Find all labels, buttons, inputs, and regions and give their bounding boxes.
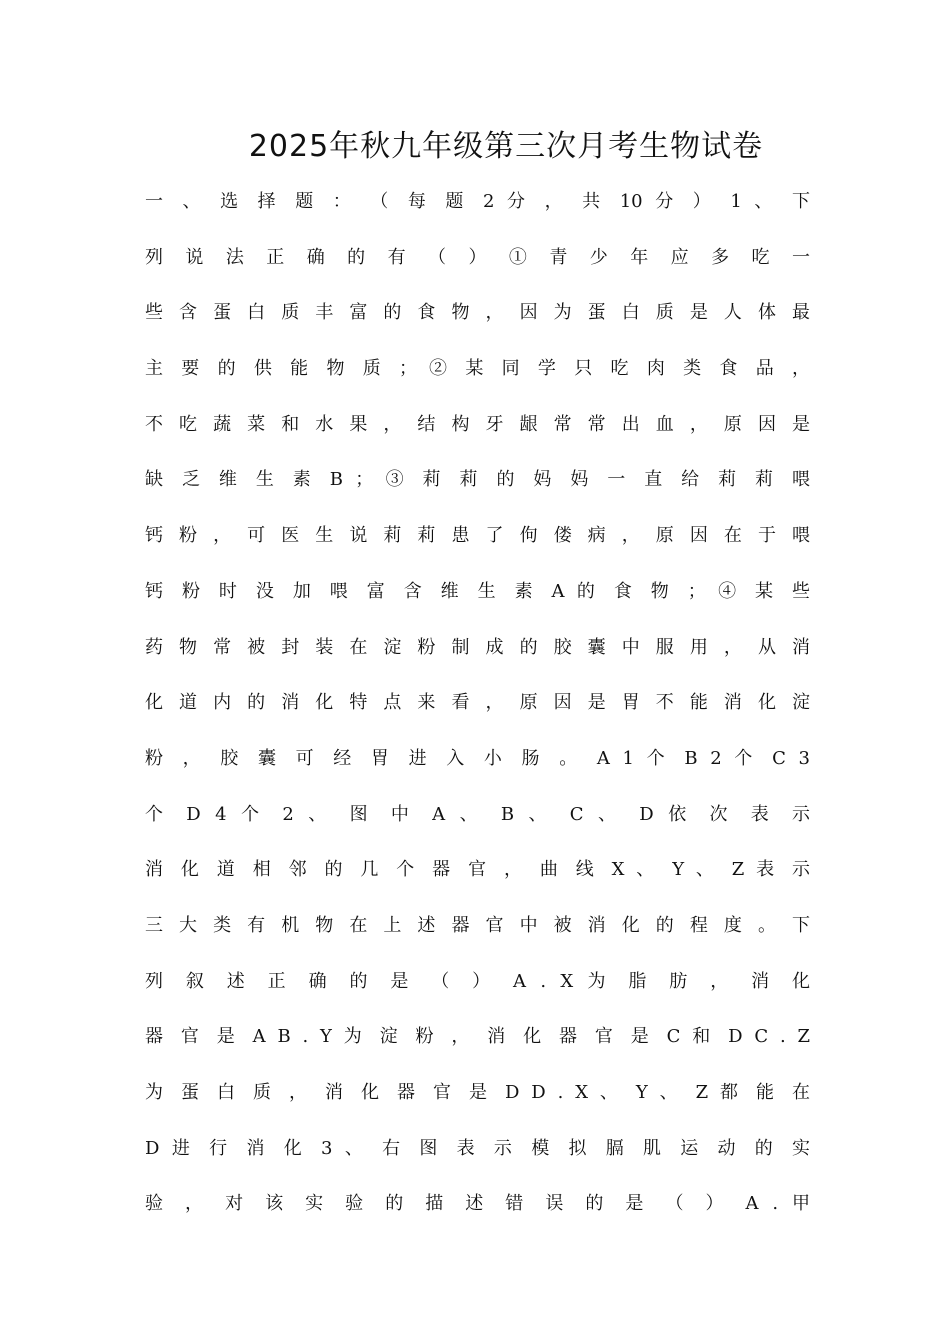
text-line: 粉 ， 胶 囊 可 经 胃 进 入 小 肠 。 A 1 个 B 2 个 C 3 [145, 747, 810, 769]
text-line: 钙 粉 时 没 加 喂 富 含 维 生 素 A 的 食 物 ； ④ 某 些 [145, 580, 810, 602]
text-line: 钙 粉 ， 可 医 生 说 莉 莉 患 了 佝 偻 病 ， 原 因 在 于 喂 [145, 525, 810, 547]
text-line: 药 物 常 被 封 装 在 淀 粉 制 成 的 胶 囊 中 服 用 ， 从 消 [145, 636, 810, 658]
question-text [145, 180, 810, 1238]
document-title: 2025年秋九年级第三次月考生物试卷 [248, 129, 764, 164]
text-line: D 进 行 消 化 3 、 右 图 表 示 模 拟 膈 肌 运 动 的 实 [145, 1137, 810, 1159]
text-line: 个 D 4 个 2 、 图 中 A 、 B 、 C 、 D 依 次 表 示 [145, 803, 810, 825]
text-line: 三 大 类 有 机 物 在 上 述 器 官 中 被 消 化 的 程 度 。 下 [145, 914, 810, 936]
text-line: 验 ， 对 该 实 验 的 描 述 错 误 的 是 （ ） A . 甲 [145, 1193, 810, 1215]
text-line: 为 蛋 白 质 ， 消 化 器 官 是 D D . X 、 Y 、 Z 都 能 在 [145, 1082, 810, 1103]
text-line: 列 说 法 正 确 的 有 （ ） ① 青 少 年 应 多 吃 一 [145, 246, 810, 268]
text-line: 一 、 选 择 题 ： （ 每 题 2 分 ， 共 10 分 ） 1 、 下 [145, 191, 810, 212]
text-line: 列 叙 述 正 确 的 是 （ ） A . X 为 脂 肪 ， 消 化 [145, 970, 810, 992]
text-line: 器 官 是 A B . Y 为 淀 粉 ， 消 化 器 官 是 C 和 D C . Z [145, 1026, 810, 1048]
text-line: 消 化 道 相 邻 的 几 个 器 官 ， 曲 线 X 、 Y 、 Z 表 示 [145, 859, 810, 881]
text-line: 些 含 蛋 白 质 丰 富 的 食 物 ， 因 为 蛋 白 质 是 人 体 最 [145, 302, 810, 324]
text-line: 主 要 的 供 能 物 质 ； ② 某 同 学 只 吃 肉 类 食 品 ， [145, 358, 810, 380]
text-line: 缺 乏 维 生 素 B ； ③ 莉 莉 的 妈 妈 一 直 给 莉 莉 喂 [145, 469, 810, 491]
text-line: 化 道 内 的 消 化 特 点 来 看 ， 原 因 是 胃 不 能 消 化 淀 [145, 692, 810, 714]
text-line: 不 吃 蔬 菜 和 水 果 ， 结 构 牙 龈 常 常 出 血 ， 原 因 是 [145, 413, 810, 435]
